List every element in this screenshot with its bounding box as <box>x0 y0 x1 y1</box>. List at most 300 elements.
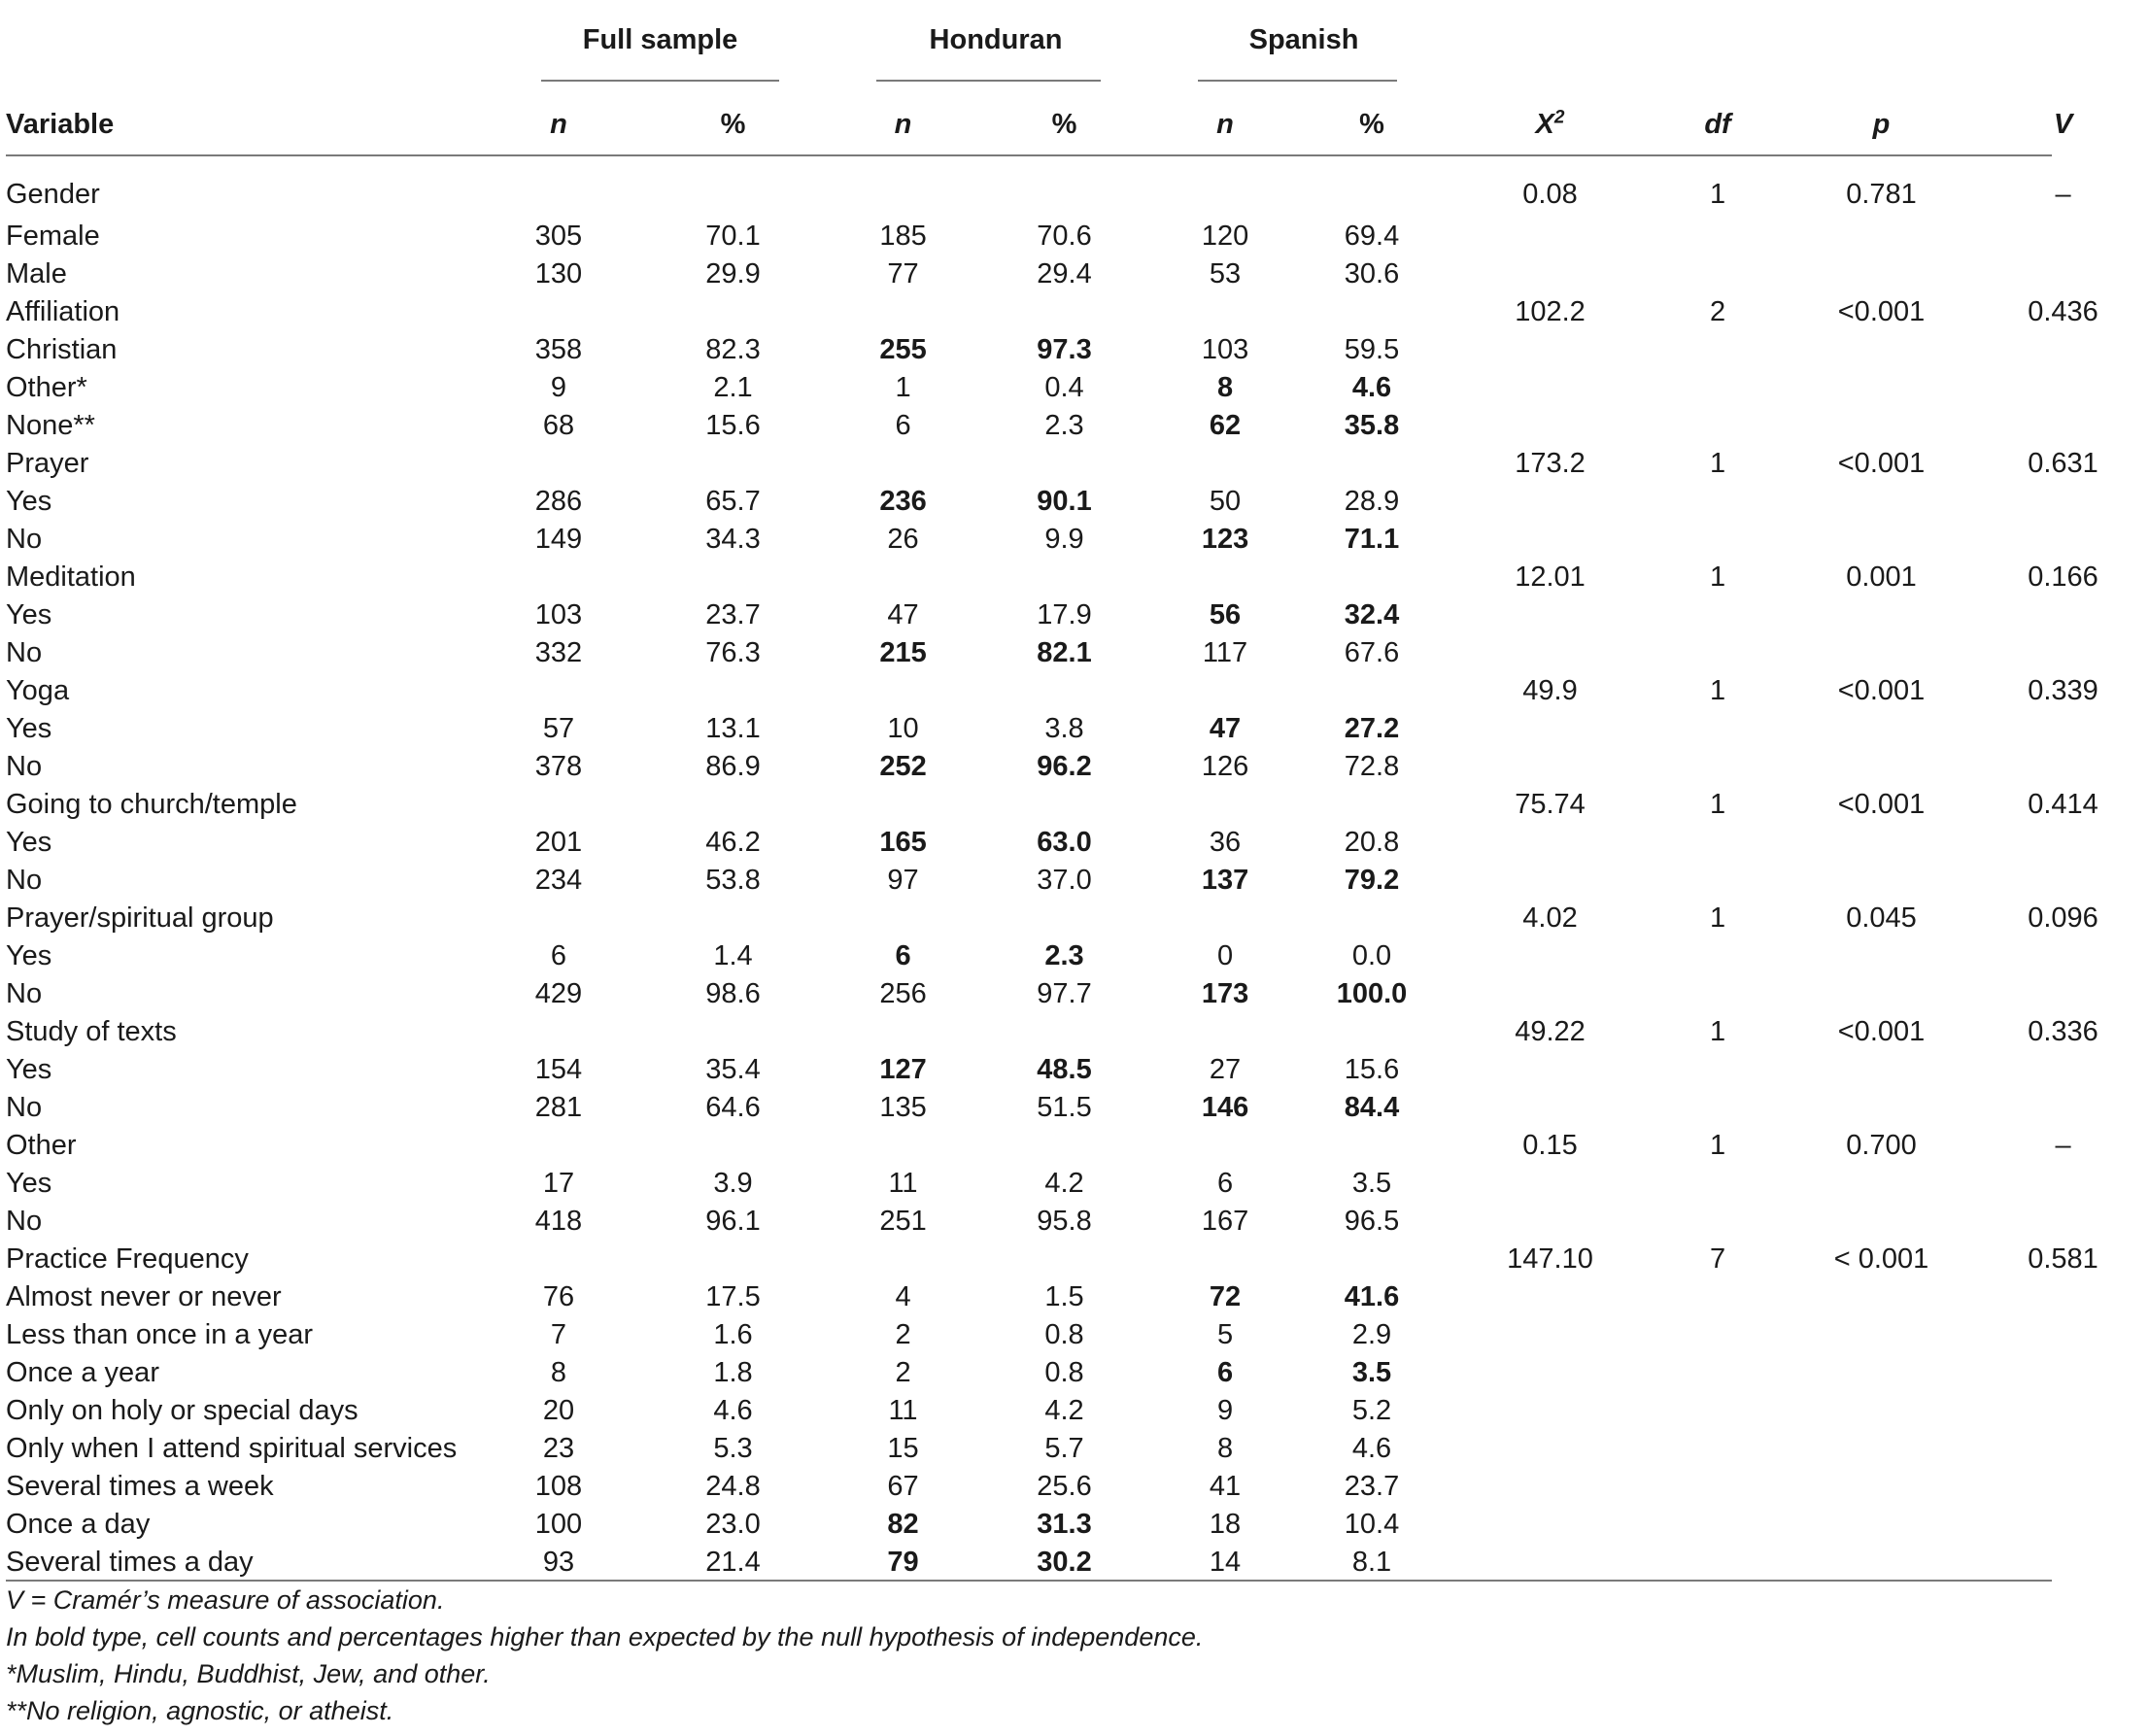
cell-honduran-n: 67 <box>887 1471 919 1502</box>
cell-honduran-pct: 17.9 <box>1037 599 1092 630</box>
cell-v <box>1977 1089 2149 1127</box>
cell-honduran-pct: 97.7 <box>1037 978 1092 1009</box>
cell-spanish-pct: 59.5 <box>1344 334 1400 365</box>
table-row <box>6 634 2149 672</box>
cell-full-n: 201 <box>534 827 583 858</box>
cell-df <box>1650 218 1786 255</box>
cell-honduran-pct: 0.4 <box>1044 372 1084 403</box>
cell-variable: Other <box>6 1130 77 1161</box>
cell-p <box>1786 255 1977 293</box>
cell-variable: Study of texts <box>6 1016 177 1047</box>
cell-df: 1 <box>1709 179 1726 210</box>
cell-v: – <box>2055 1130 2071 1161</box>
cell-full-pct: 82.3 <box>705 334 761 365</box>
cell-df: 2 <box>1709 296 1726 327</box>
cell-v <box>1977 1051 2149 1089</box>
cell-chi-square <box>1450 407 1650 445</box>
cell-df <box>1650 1203 1786 1241</box>
cell-full-pct: 1.6 <box>713 1319 753 1350</box>
header-spanish-n: n <box>1216 109 1234 140</box>
cell-honduran-pct: 63.0 <box>1037 827 1092 858</box>
cell-variable: Yoga <box>6 675 70 706</box>
cell-v <box>1977 710 2149 748</box>
table-row <box>6 1089 2149 1127</box>
group-full-sample: Full sample <box>582 24 738 55</box>
cell-honduran-pct: 51.5 <box>1037 1092 1092 1123</box>
cell-variable: No <box>6 978 43 1009</box>
cell-full-pct <box>631 293 835 331</box>
cell-v <box>1977 218 2149 255</box>
cell-full-n: 23 <box>542 1433 575 1464</box>
cell-honduran-n <box>835 1127 972 1165</box>
cell-honduran-pct: 31.3 <box>1037 1509 1092 1540</box>
cell-df <box>1650 1544 1786 1582</box>
cell-p <box>1786 331 1977 369</box>
cell-full-pct: 29.9 <box>705 258 761 289</box>
cell-variable: Only on holy or special days <box>6 1395 358 1426</box>
group-spanish: Spanish <box>1248 24 1359 55</box>
cell-honduran-pct: 96.2 <box>1037 751 1092 782</box>
cell-v <box>1977 1316 2149 1354</box>
cell-df <box>1650 255 1786 293</box>
group-honduran: Honduran <box>929 24 1063 55</box>
header-chi-superscript: 2 <box>1553 107 1565 128</box>
cell-honduran-n: 77 <box>887 258 919 289</box>
cell-honduran-n: 4 <box>895 1281 911 1312</box>
cell-full-pct: 35.4 <box>705 1054 761 1085</box>
cell-honduran-n: 251 <box>879 1206 927 1237</box>
cell-spanish-n: 167 <box>1201 1206 1249 1237</box>
cell-full-n <box>486 672 631 710</box>
cell-full-pct <box>631 163 835 218</box>
cell-honduran-pct <box>972 559 1157 596</box>
cell-df <box>1650 596 1786 634</box>
cell-variable: None** <box>6 410 95 441</box>
cell-chi-square: 173.2 <box>1515 448 1586 479</box>
cell-honduran-n: 256 <box>879 978 927 1009</box>
cell-chi-square <box>1450 331 1650 369</box>
cell-v <box>1977 407 2149 445</box>
table-row <box>6 710 2149 748</box>
cell-variable: No <box>6 1092 43 1123</box>
cell-full-pct: 23.7 <box>705 599 761 630</box>
cell-p <box>1786 407 1977 445</box>
cell-honduran-pct: 4.2 <box>1044 1168 1084 1199</box>
cell-honduran-pct <box>972 445 1157 483</box>
cell-honduran-pct: 30.2 <box>1037 1547 1092 1578</box>
cell-honduran-pct: 2.3 <box>1044 410 1084 441</box>
cell-honduran-n: 252 <box>879 751 927 782</box>
cell-spanish-pct <box>1293 672 1450 710</box>
cell-honduran-pct <box>972 900 1157 937</box>
table-row <box>6 937 2149 975</box>
cell-v <box>1977 1203 2149 1241</box>
cell-v: – <box>2055 179 2071 210</box>
cell-full-n: 429 <box>534 978 583 1009</box>
cell-full-pct: 46.2 <box>705 827 761 858</box>
cell-spanish-pct: 28.9 <box>1344 486 1400 517</box>
cell-full-pct: 70.1 <box>705 221 761 252</box>
table-row <box>6 786 2149 824</box>
header-df: df <box>1704 109 1731 140</box>
cell-chi-square <box>1450 1468 1650 1506</box>
cell-full-pct: 34.3 <box>705 524 761 555</box>
cell-full-n: 130 <box>534 258 583 289</box>
cell-df <box>1650 1468 1786 1506</box>
table-row <box>6 862 2149 900</box>
cell-variable: Going to church/temple <box>6 789 297 820</box>
cell-p <box>1786 975 1977 1013</box>
cell-spanish-pct: 35.8 <box>1344 410 1400 441</box>
cell-honduran-n <box>835 293 972 331</box>
table-row <box>6 445 2149 483</box>
cell-spanish-n: 62 <box>1209 410 1242 441</box>
cell-full-pct: 23.0 <box>705 1509 761 1540</box>
header-chi-label: X <box>1535 109 1554 140</box>
cell-variable: Meditation <box>6 562 136 593</box>
cell-spanish-n <box>1157 163 1293 218</box>
cell-v <box>1977 975 2149 1013</box>
cell-variable: Yes <box>6 486 52 517</box>
cell-full-n: 17 <box>542 1168 575 1199</box>
cell-honduran-pct: 95.8 <box>1037 1206 1092 1237</box>
cell-full-n: 332 <box>534 637 583 668</box>
cell-p: <0.001 <box>1837 789 1926 820</box>
cell-v <box>1977 937 2149 975</box>
cell-full-n: 9 <box>550 372 567 403</box>
cell-v: 0.336 <box>2028 1016 2098 1047</box>
cell-variable: Prayer <box>6 448 89 479</box>
cell-p <box>1786 1203 1977 1241</box>
cell-v <box>1977 1506 2149 1544</box>
cell-honduran-n: 2 <box>895 1357 911 1388</box>
cell-spanish-pct: 8.1 <box>1351 1547 1392 1578</box>
cell-spanish-n: 47 <box>1209 713 1242 744</box>
cell-full-n: 76 <box>542 1281 575 1312</box>
cell-full-n <box>486 445 631 483</box>
cell-chi-square <box>1450 710 1650 748</box>
cell-v <box>1977 521 2149 559</box>
cell-spanish-pct: 69.4 <box>1344 221 1400 252</box>
table-row <box>6 975 2149 1013</box>
cell-honduran-pct: 97.3 <box>1037 334 1092 365</box>
table-row <box>6 369 2149 407</box>
cell-spanish-n: 27 <box>1209 1054 1242 1085</box>
cell-v <box>1977 1468 2149 1506</box>
cell-honduran-n <box>835 672 972 710</box>
cell-chi-square <box>1450 483 1650 521</box>
cell-df <box>1650 1506 1786 1544</box>
cell-v <box>1977 255 2149 293</box>
cell-full-n: 154 <box>534 1054 583 1085</box>
cell-honduran-pct: 70.6 <box>1037 221 1092 252</box>
cell-spanish-pct: 27.2 <box>1344 713 1400 744</box>
header-chi-square <box>1450 86 1650 163</box>
cell-spanish-pct <box>1293 1241 1450 1278</box>
cell-spanish-pct: 0.0 <box>1351 940 1392 971</box>
cell-v: 0.166 <box>2028 562 2098 593</box>
cell-p <box>1786 824 1977 862</box>
cell-p <box>1786 1089 1977 1127</box>
cell-spanish-n: 146 <box>1201 1092 1249 1123</box>
cell-spanish-pct: 72.8 <box>1344 751 1400 782</box>
cell-p <box>1786 1354 1977 1392</box>
cell-spanish-n: 9 <box>1216 1395 1234 1426</box>
cell-full-n: 68 <box>542 410 575 441</box>
cell-chi-square <box>1450 1089 1650 1127</box>
cell-honduran-pct: 1.5 <box>1044 1281 1084 1312</box>
cell-honduran-pct: 2.3 <box>1044 940 1084 971</box>
cell-full-pct <box>631 445 835 483</box>
cell-df <box>1650 937 1786 975</box>
cell-v: 0.339 <box>2028 675 2098 706</box>
cell-spanish-n: 41 <box>1209 1471 1242 1502</box>
cell-p: <0.001 <box>1837 1016 1926 1047</box>
table-row <box>6 1544 2149 1582</box>
cell-spanish-n: 72 <box>1209 1281 1242 1312</box>
cell-variable: Gender <box>6 179 100 210</box>
cell-variable: Affiliation <box>6 296 120 327</box>
spanish-underline <box>1198 80 1397 82</box>
cell-v: 0.631 <box>2028 448 2098 479</box>
table-row <box>6 596 2149 634</box>
cell-full-n: 20 <box>542 1395 575 1426</box>
full-sample-underline <box>541 80 779 82</box>
note-cramers-v: V = Cramér’s measure of association. <box>6 1585 445 1615</box>
cell-variable: No <box>6 637 43 668</box>
cell-spanish-n <box>1157 786 1293 824</box>
table-row <box>6 1316 2149 1354</box>
cell-full-pct: 24.8 <box>705 1471 761 1502</box>
column-header-row <box>6 86 2149 163</box>
cell-v <box>1977 634 2149 672</box>
cell-p <box>1786 1392 1977 1430</box>
cell-honduran-n <box>835 163 972 218</box>
cell-p: 0.045 <box>1846 902 1917 934</box>
cell-spanish-pct <box>1293 786 1450 824</box>
cell-full-n: 305 <box>534 221 583 252</box>
cell-v: 0.096 <box>2028 902 2098 934</box>
cell-chi-square: 4.02 <box>1522 902 1578 934</box>
cell-honduran-pct: 37.0 <box>1037 865 1092 896</box>
cell-honduran-pct: 3.8 <box>1044 713 1084 744</box>
table-body <box>6 163 2149 1582</box>
cell-v <box>1977 862 2149 900</box>
cell-full-pct: 76.3 <box>705 637 761 668</box>
cell-honduran-pct: 90.1 <box>1037 486 1092 517</box>
cell-v <box>1977 748 2149 786</box>
cell-honduran-n: 2 <box>895 1319 911 1350</box>
cell-variable: Other* <box>6 372 87 403</box>
cell-spanish-n <box>1157 1127 1293 1165</box>
cell-full-n <box>486 1013 631 1051</box>
cell-p <box>1786 862 1977 900</box>
cell-p: 0.700 <box>1846 1130 1917 1161</box>
cell-spanish-pct: 2.9 <box>1351 1319 1392 1350</box>
cell-spanish-pct: 84.4 <box>1344 1092 1400 1123</box>
cell-spanish-pct: 67.6 <box>1344 637 1400 668</box>
header-full-pct: % <box>720 109 746 140</box>
cell-p <box>1786 1506 1977 1544</box>
cell-v <box>1977 1278 2149 1316</box>
cell-spanish-n <box>1157 900 1293 937</box>
cell-chi-square <box>1450 1354 1650 1392</box>
cell-v <box>1977 331 2149 369</box>
cell-variable: Male <box>6 258 67 289</box>
cell-full-pct: 17.5 <box>705 1281 761 1312</box>
cell-full-pct: 5.3 <box>713 1433 753 1464</box>
cell-honduran-pct <box>972 293 1157 331</box>
cell-variable: Prayer/spiritual group <box>6 902 274 934</box>
cell-df: 1 <box>1709 1016 1726 1047</box>
cell-chi-square: 49.22 <box>1515 1016 1586 1047</box>
cell-df <box>1650 331 1786 369</box>
cell-spanish-pct: 32.4 <box>1344 599 1400 630</box>
cell-chi-square <box>1450 1203 1650 1241</box>
table-row <box>6 672 2149 710</box>
cell-honduran-n: 79 <box>887 1547 919 1578</box>
cell-v: 0.436 <box>2028 296 2098 327</box>
cell-p: 0.781 <box>1846 179 1917 210</box>
cell-honduran-pct <box>972 1241 1157 1278</box>
cell-honduran-pct: 0.8 <box>1044 1319 1084 1350</box>
cell-spanish-n: 123 <box>1201 524 1249 555</box>
cell-full-n <box>486 786 631 824</box>
cell-df <box>1650 369 1786 407</box>
table-row <box>6 748 2149 786</box>
cell-full-pct: 64.6 <box>705 1092 761 1123</box>
cell-spanish-n <box>1157 672 1293 710</box>
cell-full-n: 103 <box>534 599 583 630</box>
cell-spanish-pct: 79.2 <box>1344 865 1400 896</box>
cell-full-pct: 15.6 <box>705 410 761 441</box>
cell-honduran-pct <box>972 1127 1157 1165</box>
cell-v <box>1977 1392 2149 1430</box>
cell-p <box>1786 483 1977 521</box>
cell-full-pct: 21.4 <box>705 1547 761 1578</box>
cell-df <box>1650 1354 1786 1392</box>
cell-df <box>1650 1316 1786 1354</box>
cell-df <box>1650 1089 1786 1127</box>
cell-spanish-n: 36 <box>1209 827 1242 858</box>
cell-spanish-n: 126 <box>1201 751 1249 782</box>
cell-honduran-n: 135 <box>879 1092 927 1123</box>
cell-honduran-n: 6 <box>895 410 911 441</box>
cell-v <box>1977 824 2149 862</box>
cell-honduran-pct <box>972 1013 1157 1051</box>
cell-spanish-n <box>1157 1013 1293 1051</box>
cell-full-pct: 1.8 <box>713 1357 753 1388</box>
cell-full-pct: 98.6 <box>705 978 761 1009</box>
table-row <box>6 1354 2149 1392</box>
header-v: V <box>2053 109 2073 140</box>
cell-p <box>1786 634 1977 672</box>
cell-spanish-n: 137 <box>1201 865 1249 896</box>
table-row <box>6 1165 2149 1203</box>
cell-spanish-pct: 10.4 <box>1344 1509 1400 1540</box>
table-row <box>6 824 2149 862</box>
cell-full-pct: 4.6 <box>713 1395 753 1426</box>
table-row <box>6 407 2149 445</box>
cell-spanish-n: 14 <box>1209 1547 1242 1578</box>
cell-df <box>1650 1165 1786 1203</box>
cell-chi-square <box>1450 218 1650 255</box>
cell-honduran-n <box>835 786 972 824</box>
cell-df <box>1650 1278 1786 1316</box>
cell-df: 1 <box>1709 562 1726 593</box>
cell-chi-square <box>1450 634 1650 672</box>
cell-spanish-n <box>1157 445 1293 483</box>
cell-honduran-pct <box>972 672 1157 710</box>
cell-full-pct <box>631 1127 835 1165</box>
cell-spanish-pct: 23.7 <box>1344 1471 1400 1502</box>
cell-variable: Once a day <box>6 1509 151 1540</box>
cell-honduran-n: 10 <box>887 713 919 744</box>
cell-honduran-n: 11 <box>888 1168 918 1199</box>
cell-chi-square <box>1450 937 1650 975</box>
table-row <box>6 218 2149 255</box>
cell-full-pct: 1.4 <box>713 940 753 971</box>
cell-variable: Yes <box>6 940 52 971</box>
table-row <box>6 1013 2149 1051</box>
cell-variable: Christian <box>6 334 118 365</box>
header-rule <box>6 154 2052 156</box>
cell-df <box>1650 748 1786 786</box>
cell-spanish-pct: 96.5 <box>1344 1206 1400 1237</box>
cell-spanish-n: 0 <box>1216 940 1234 971</box>
cell-chi-square: 75.74 <box>1515 789 1586 820</box>
cell-spanish-n <box>1157 1241 1293 1278</box>
cell-full-pct: 53.8 <box>705 865 761 896</box>
cell-honduran-pct: 29.4 <box>1037 258 1092 289</box>
table-row <box>6 293 2149 331</box>
cell-variable: No <box>6 751 43 782</box>
cell-spanish-n: 8 <box>1216 1433 1234 1464</box>
table-row <box>6 331 2149 369</box>
table-row <box>6 900 2149 937</box>
cell-full-pct <box>631 559 835 596</box>
cell-p <box>1786 369 1977 407</box>
cell-honduran-n: 236 <box>879 486 927 517</box>
cell-spanish-pct: 4.6 <box>1351 1433 1392 1464</box>
cell-full-n: 149 <box>534 524 583 555</box>
cell-full-n <box>486 1127 631 1165</box>
cell-chi-square <box>1450 975 1650 1013</box>
cell-spanish-pct: 100.0 <box>1336 978 1408 1009</box>
cell-spanish-pct <box>1293 445 1450 483</box>
cell-honduran-n <box>835 1241 972 1278</box>
cell-honduran-n <box>835 900 972 937</box>
cell-honduran-pct: 25.6 <box>1037 1471 1092 1502</box>
cell-honduran-pct: 0.8 <box>1044 1357 1084 1388</box>
cell-df <box>1650 710 1786 748</box>
cell-full-n: 378 <box>534 751 583 782</box>
cell-variable: Yes <box>6 1168 52 1199</box>
cell-p: <0.001 <box>1837 448 1926 479</box>
cell-v: 0.581 <box>2028 1243 2098 1275</box>
cell-chi-square <box>1450 369 1650 407</box>
cell-honduran-pct <box>972 786 1157 824</box>
cell-p: <0.001 <box>1837 675 1926 706</box>
cell-full-pct: 2.1 <box>713 372 753 403</box>
cell-v <box>1977 1430 2149 1468</box>
cell-chi-square <box>1450 1278 1650 1316</box>
cell-full-n <box>486 900 631 937</box>
cell-df <box>1650 824 1786 862</box>
cell-v <box>1977 596 2149 634</box>
note-bold-type: In bold type, cell counts and percentages higher than expected by the null hypothesis of independence. <box>6 1622 1204 1651</box>
cell-spanish-n: 50 <box>1209 486 1242 517</box>
